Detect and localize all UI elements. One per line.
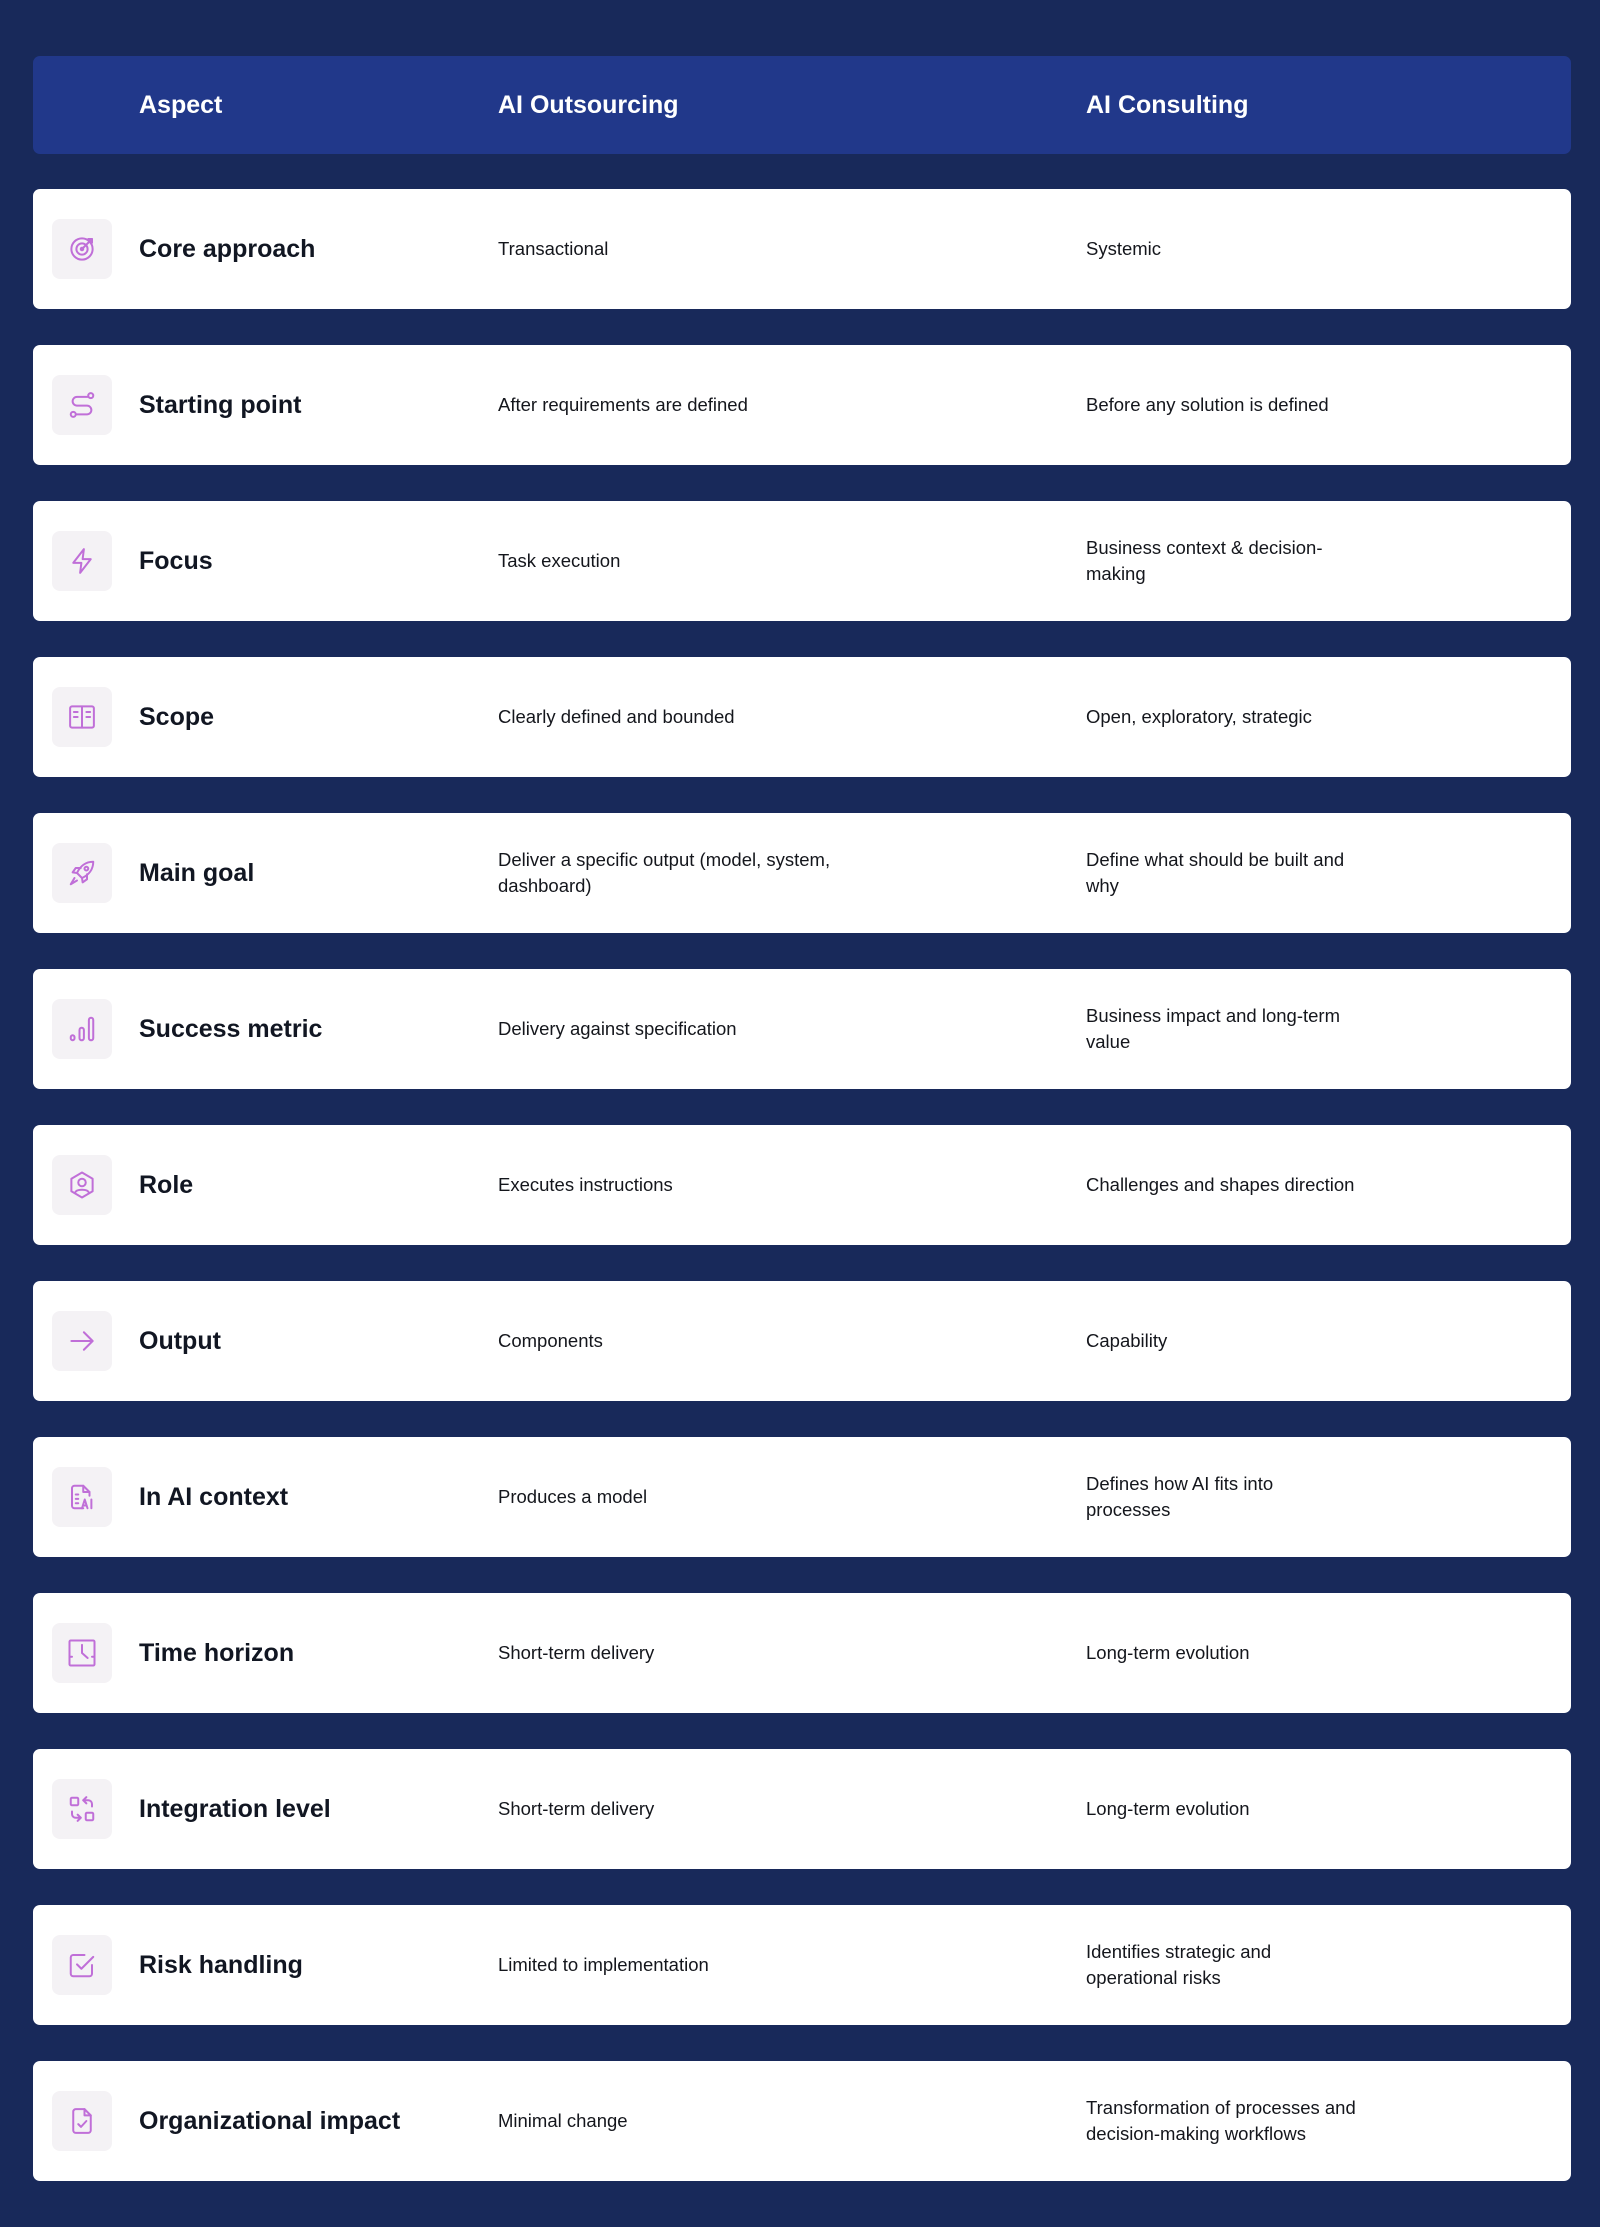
row-consulting-value: Long-term evolution [1086, 1798, 1250, 1819]
row-aspect: Main goal [139, 859, 255, 887]
table-row [33, 345, 1571, 465]
row-outsourcing-value: Deliver a specific output (model, system, dashboard) [498, 849, 831, 896]
table-row [33, 189, 1571, 309]
row-consulting-value: Long-term evolution [1086, 1642, 1250, 1663]
row-outsourcing-value: Short-term delivery [498, 1642, 655, 1663]
row-outsourcing-value: Short-term delivery [498, 1798, 655, 1819]
row-outsourcing-value: Produces a model [498, 1486, 648, 1507]
row-outsourcing-value: Executes instructions [498, 1174, 673, 1195]
table-row [33, 501, 1571, 621]
row-aspect: Success metric [139, 1015, 323, 1043]
bar-chart-icon [52, 999, 112, 1059]
row-consulting-value: Before any solution is defined [1086, 394, 1329, 415]
header-ai-consulting: AI Consulting [1086, 91, 1249, 119]
table-row [33, 1437, 1571, 1557]
book-open-icon [52, 687, 112, 747]
row-aspect: In AI context [139, 1483, 289, 1511]
table-row [33, 1749, 1571, 1869]
route-icon [52, 375, 112, 435]
row-aspect: Organizational impact [139, 2107, 401, 2135]
arrow-right-icon [52, 1311, 112, 1371]
row-consulting-value: Capability [1086, 1330, 1168, 1351]
row-outsourcing-value: After requirements are defined [498, 394, 748, 415]
row-aspect: Core approach [139, 235, 316, 263]
target-icon [52, 219, 112, 279]
row-consulting-value: Systemic [1086, 238, 1162, 259]
row-outsourcing-value: Limited to implementation [498, 1954, 709, 1975]
row-consulting-value: Transformation of processes and decision-making workflows [1086, 2097, 1356, 2144]
row-outsourcing-value: Components [498, 1330, 603, 1351]
lightning-icon [52, 531, 112, 591]
table-row [33, 1905, 1571, 2025]
row-consulting-value: Define what should be built and why [1086, 849, 1345, 896]
row-aspect: Integration level [139, 1795, 331, 1823]
row-consulting-value: Business impact and long-term value [1086, 1005, 1340, 1052]
row-consulting-value: Challenges and shapes direction [1086, 1174, 1355, 1195]
row-outsourcing-value: Delivery against specification [498, 1018, 737, 1039]
row-outsourcing-value: Minimal change [498, 2110, 628, 2131]
ai-document-icon [52, 1467, 112, 1527]
header-ai-outsourcing: AI Outsourcing [498, 91, 679, 119]
swap-icon [52, 1779, 112, 1839]
table-header [33, 56, 1571, 154]
table-row [33, 1593, 1571, 1713]
row-outsourcing-value: Task execution [498, 550, 621, 571]
row-aspect: Role [139, 1171, 194, 1199]
header-aspect: Aspect [139, 91, 223, 119]
row-aspect: Risk handling [139, 1951, 303, 1979]
row-outsourcing-value: Transactional [498, 238, 609, 259]
document-check-icon [52, 2091, 112, 2151]
user-hexagon-icon [52, 1155, 112, 1215]
row-outsourcing-value: Clearly defined and bounded [498, 706, 735, 727]
table-row [33, 1125, 1571, 1245]
row-consulting-value: Business context & decision-making [1086, 537, 1323, 584]
table-row [33, 1281, 1571, 1401]
row-aspect: Focus [139, 547, 213, 575]
row-aspect: Output [139, 1327, 221, 1355]
row-aspect: Time horizon [139, 1639, 295, 1667]
table-row [33, 2061, 1571, 2181]
table-row [33, 813, 1571, 933]
row-consulting-value: Identifies strategic and operational risks [1086, 1941, 1272, 1988]
table-row [33, 969, 1571, 1089]
rocket-icon [52, 843, 112, 903]
table-row [33, 657, 1571, 777]
check-square-icon [52, 1935, 112, 1995]
row-aspect: Scope [139, 703, 215, 731]
row-consulting-value: Open, exploratory, strategic [1086, 706, 1312, 727]
row-consulting-value: Defines how AI fits into processes [1086, 1473, 1274, 1520]
row-aspect: Starting point [139, 391, 302, 419]
clock-icon [52, 1623, 112, 1683]
